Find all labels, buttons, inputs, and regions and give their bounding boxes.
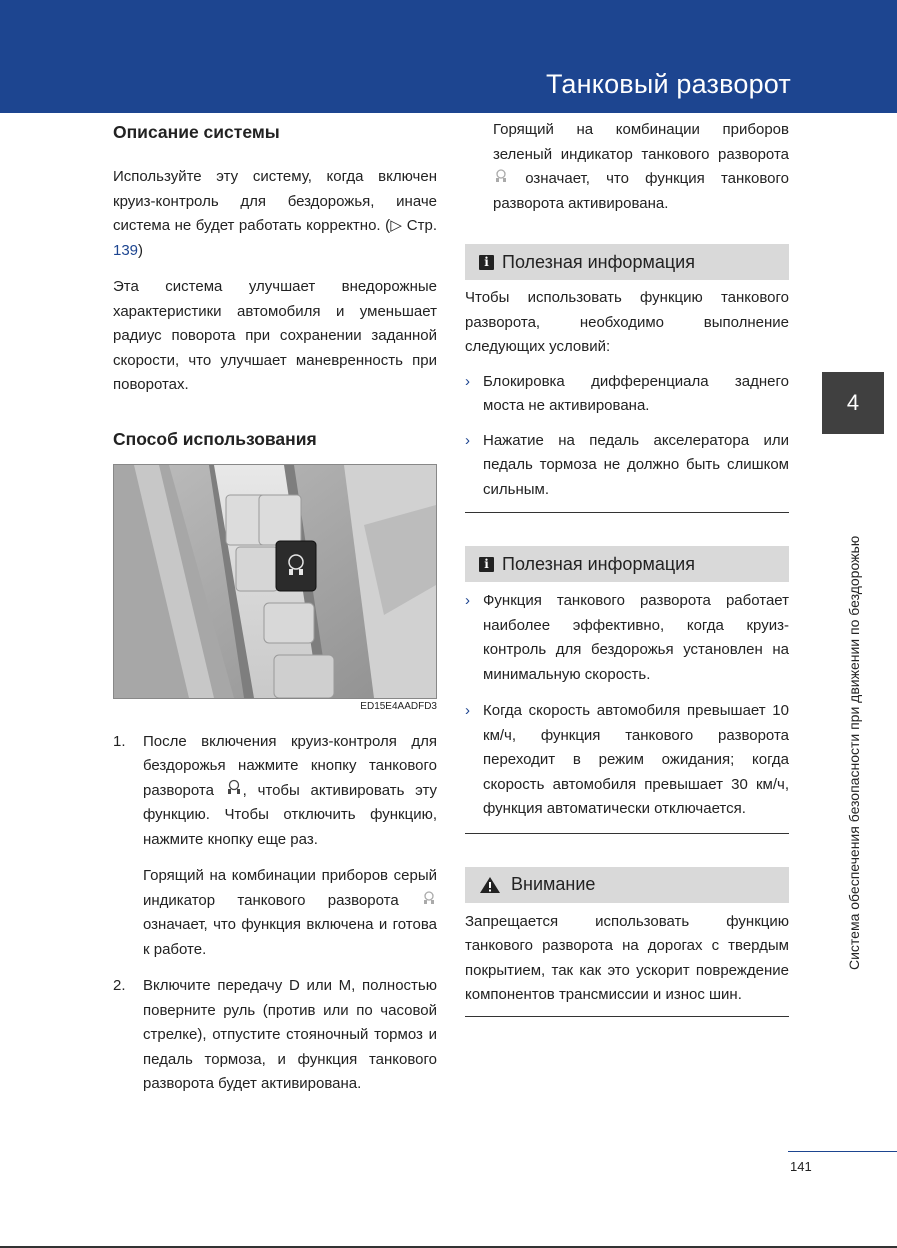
list-item xyxy=(465,699,789,822)
page-title: Танковый разворот xyxy=(545,69,791,99)
list-item-text: Нажатие на педаль акселератора или педаль тормоза не должно быть слишком сильным. xyxy=(483,431,789,498)
warning-text: Запрещается использовать функцию танкового разворота на дорогах с твердым покрытием, так как это ускорит повреждение компонентов трансмиссии и износ шин. xyxy=(465,912,789,1004)
info-box-1-list xyxy=(465,370,789,503)
page-number: 141 xyxy=(790,1159,812,1174)
step-1-sub-a: Горящий на комбинации приборов серый индикатор танкового разворота xyxy=(143,867,437,909)
step-1-sub xyxy=(143,864,437,962)
info-box-1-title: Полезная информация xyxy=(502,251,695,272)
step-1-text xyxy=(143,730,437,853)
list-item xyxy=(465,589,789,687)
right-column xyxy=(465,118,789,1017)
info-box-2-header xyxy=(465,546,789,582)
description-paragraph-2: Эта система улучшает внедорожные характеристики автомобиля и уменьшает радиус поворота при сохранении заданной скорости, что улучшает маневренность при поворотах. xyxy=(113,278,437,393)
tank-turn-icon xyxy=(225,779,243,804)
section-title-description: Описание системы xyxy=(113,122,280,142)
info-icon: i xyxy=(479,557,494,572)
divider xyxy=(465,1016,789,1017)
photo-code: ED15E4AADFD3 xyxy=(360,700,437,712)
continued-text-b: означает, что функция танкового разворота активирована. xyxy=(493,170,789,212)
step-1-text-a: После включения круиз-контроля для бездорожья нажмите кнопку танкового разворота xyxy=(143,732,437,799)
chevron-right-icon: › xyxy=(465,592,470,610)
page-ref-close: ) xyxy=(138,241,144,259)
info-box-2-list xyxy=(465,589,789,822)
step-2-text: Включите передачу D или M, полностью поверните руль (против или по часовой стрелке), отпустите стояночный тормоз и педаль тормоза, и функция танкового разворота будет активирована. xyxy=(143,977,437,1093)
step-1-sub-b: означает, что функция включена и готова к работе. xyxy=(143,916,437,958)
description-paragraph-1 xyxy=(113,165,437,263)
page-header xyxy=(0,0,897,113)
chevron-right-icon: › xyxy=(465,702,470,720)
chevron-right-icon: › xyxy=(465,431,470,449)
section-title-usage: Способ использования xyxy=(113,428,317,449)
warning-title: Внимание xyxy=(511,874,596,895)
info-icon: i xyxy=(479,255,494,270)
page-ref-text: Стр. xyxy=(402,217,438,234)
info-box-2-title: Полезная информация xyxy=(502,553,695,574)
divider xyxy=(465,512,789,513)
console-button-photo xyxy=(113,464,437,699)
page-ref-link[interactable]: 139 xyxy=(113,241,139,259)
tank-turn-indicator-green-icon xyxy=(493,167,509,192)
list-item-text: Функция танкового разворота работает наиболее эффективно, когда круиз-контроль для бездорожья установлен на минимальную скорость. xyxy=(483,592,789,683)
list-item xyxy=(465,370,789,419)
warning-icon xyxy=(479,876,501,894)
tank-turn-indicator-gray-icon xyxy=(421,889,437,914)
description-text: Используйте эту систему, когда включен круиз-контроль для бездорожья, иначе система не будет работать корректно. ( xyxy=(113,168,437,234)
info-box-1-intro: Чтобы использовать функцию танкового разворота, необходимо выполнение следующих условий: xyxy=(465,289,789,356)
list-item xyxy=(465,429,789,503)
step-1-continued xyxy=(465,118,789,216)
info-box-1-header xyxy=(465,244,789,280)
step-1-text-b: , чтобы активировать эту функцию. Чтобы отключить функцию, нажмите кнопку еще раз. xyxy=(143,781,437,848)
chapter-title-vertical: Система обеспечения безопасности при движении по бездорожью xyxy=(846,535,862,970)
step-number: 1. xyxy=(113,732,126,750)
continued-text-a: Горящий на комбинации приборов зеленый индикатор танкового разворота xyxy=(493,121,789,163)
usage-steps xyxy=(113,730,437,1097)
step-number: 2. xyxy=(113,977,126,995)
divider xyxy=(465,833,789,834)
left-column xyxy=(113,118,437,1097)
warning-box-header xyxy=(465,867,789,903)
step-1 xyxy=(113,730,437,963)
step-2 xyxy=(113,974,437,1097)
chevron-right-icon: › xyxy=(465,372,470,390)
chapter-number-tab: 4 xyxy=(822,372,884,434)
footer-rule xyxy=(788,1151,897,1152)
page-ref-symbol: ▷ xyxy=(390,217,403,234)
list-item-text: Когда скорость автомобиля превышает 10 км/ч, функция танкового разворота переходит в режим ожидания; когда скорость автомобиля превышает 30 км/ч, функция автоматически отключается. xyxy=(483,702,789,818)
console-illustration xyxy=(114,465,436,698)
list-item-text: Блокировка дифференциала заднего моста не активирована. xyxy=(483,372,789,415)
